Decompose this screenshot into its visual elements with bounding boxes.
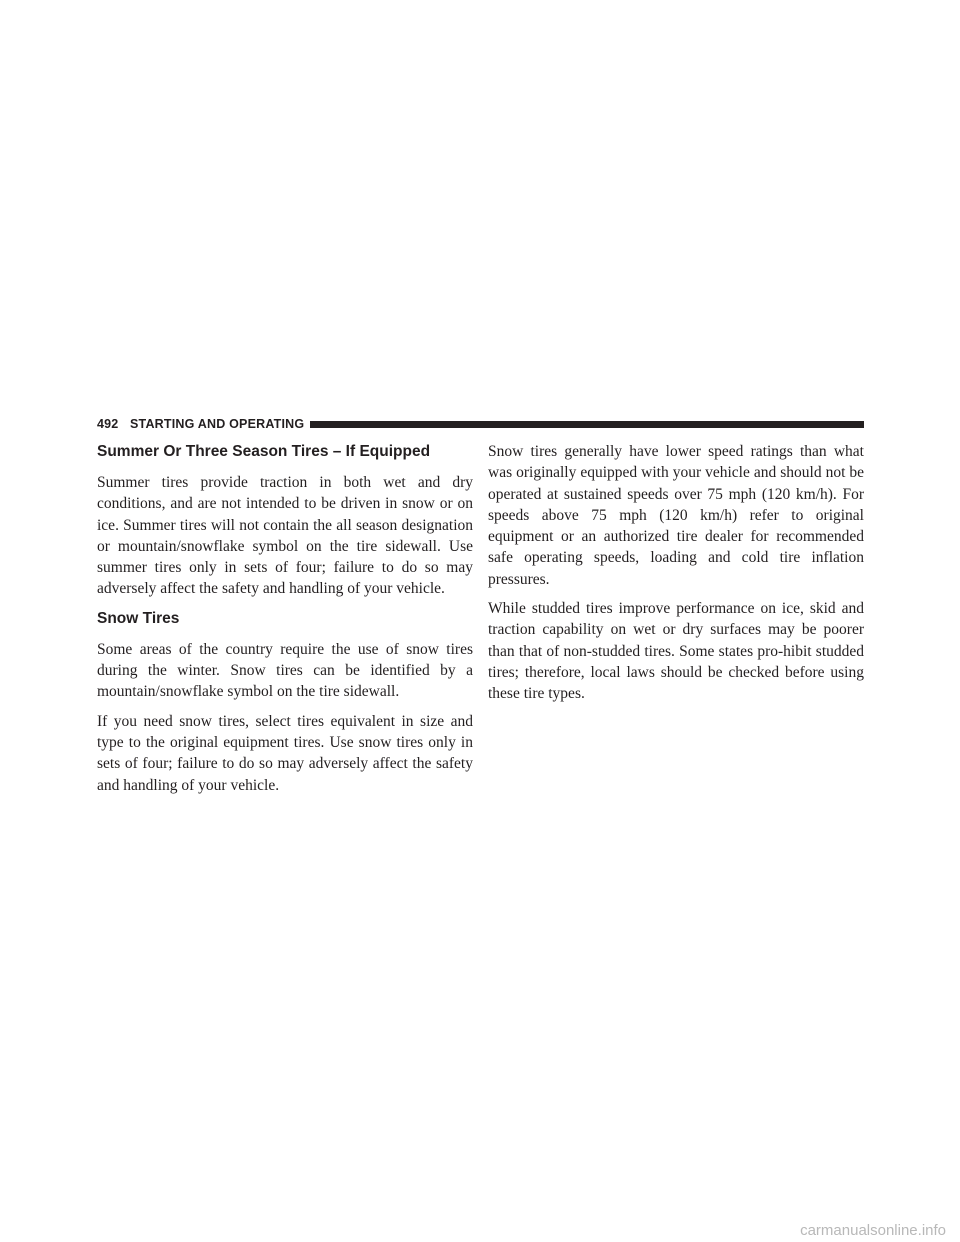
header-rule (310, 421, 864, 428)
paragraph-summer-tires: Summer tires provide traction in both wet and dry conditions, and are not intended to be driven in snow or on ice. Summer tires will not contain the all season designation or mountain/snowflake symbol on the tire sidewall. Use summer tires only in sets of four; failure to do so may adversely affect the safety and handling of your vehicle. (97, 474, 473, 598)
paragraph-snow-tires-intro: Some areas of the country require the use of snow tires during the winter. Snow tires can be identified by a mountain/snowflake symbol on the tire sidewall. (97, 640, 473, 701)
watermark: carmanualsonline.info (800, 1222, 946, 1239)
section-title: STARTING AND OPERATING (130, 417, 305, 431)
heading-summer-tires: Summer Or Three Season Tires – If Equipped (97, 443, 431, 460)
heading-snow-tires: Snow Tires (97, 609, 180, 627)
page-number: 492 (97, 417, 119, 431)
right-column (488, 441, 864, 713)
paragraph-snow-tire-speed: Snow tires generally have lower speed ratings than what was originally equipped with your vehicle and should not be operated at sustained speeds over 75 mph (120 km/h). For speeds above 75 mph (120 km/h) refer to original equipment or an authorized tire dealer for recommended safe operating speeds, loading and cold tire inflation pressures. (488, 443, 864, 588)
page-header (97, 417, 864, 431)
paragraph-snow-tires-selection: If you need snow tires, select tires equivalent in size and type to the original equipment tires. Use snow tires only in sets of four; failure to do so may adversely affect the safety and handling of your vehicle. (97, 712, 473, 794)
paragraph-studded-tires: While studded tires improve performance on ice, skid and traction capability on wet or dry surfaces may be poorer than that of non-studded tires. Some states pro-hibit studded tires; therefore, local laws should be checked before using these tire types. (488, 600, 864, 703)
left-column (97, 441, 473, 804)
